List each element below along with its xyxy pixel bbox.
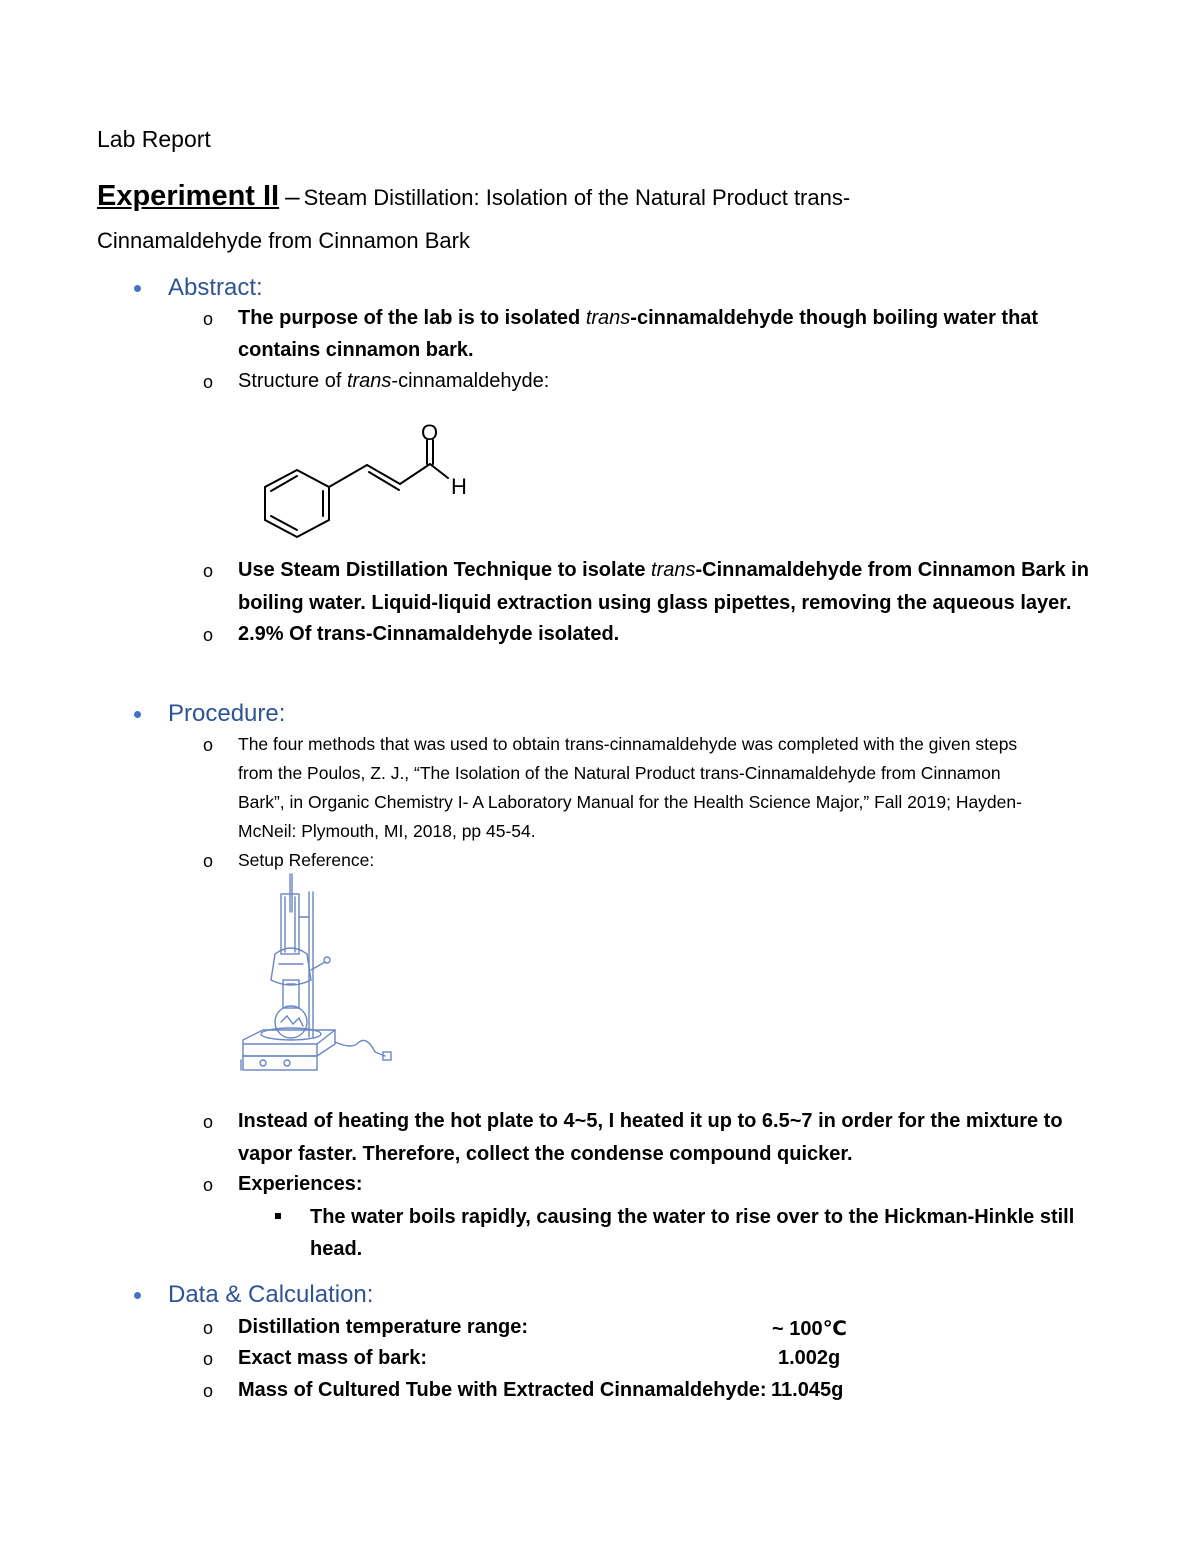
experiment-heading: Experiment II: [97, 180, 280, 212]
sub-bullet: o: [203, 1318, 214, 1338]
italic-text: trans: [585, 307, 631, 329]
sub-bullet: o: [203, 851, 214, 871]
sub-bullet: o: [203, 309, 214, 329]
sub-bullet: o: [203, 561, 214, 581]
sub-bullet: o: [203, 1349, 214, 1369]
data-row-value: 11.045g: [771, 1379, 844, 1401]
section-bullet: [134, 711, 141, 718]
sub-bullet: o: [203, 625, 214, 645]
abstract-item-purpose-cont: contains cinnamon bark.: [238, 339, 474, 361]
data-row-label: Mass of Cultured Tube with Extracted Cinnamaldehyde:: [238, 1379, 767, 1401]
experiment-subtitle: Steam Distillation: Isolation of the Natural Product trans-: [303, 185, 851, 210]
sub-bullet: o: [203, 1175, 214, 1195]
italic-text: trans: [346, 370, 392, 392]
sub-bullet: o: [203, 1381, 214, 1401]
abstract-item-structure: [238, 370, 549, 393]
italic-text: trans: [651, 559, 696, 581]
experience-item-cont: head.: [310, 1238, 363, 1260]
procedure-heating-note-cont: vapor faster. Therefore, collect the condense compound quicker.: [238, 1143, 853, 1165]
experiment-dash: –: [285, 181, 300, 211]
text-run: -cinnamaldehyde though boiling water that: [630, 307, 1039, 329]
cinnamaldehyde-structure: [255, 420, 485, 540]
oxygen-atom: O: [421, 420, 439, 445]
procedure-reference-line4: McNeil: Plymouth, MI, 2018, pp 45-54.: [238, 821, 536, 841]
text-run: The purpose of the lab is to isolated: [238, 307, 586, 329]
procedure-heating-note: Instead of heating the hot plate to 4~5, I heated it up to 6.5~7 in order for the mixture to: [238, 1110, 1063, 1132]
document-title: Lab Report: [97, 126, 211, 152]
procedure-heading: Procedure:: [168, 700, 286, 727]
sub-bullet: o: [203, 372, 214, 392]
data-row-value: 1.002g: [778, 1347, 841, 1369]
abstract-item-technique-cont: boiling water. Liquid-liquid extraction using glass pipettes, removing the aqueous layer.: [238, 592, 1072, 614]
experiment-title: [97, 180, 850, 213]
sub-bullet: o: [203, 1112, 214, 1132]
experiences-label: Experiences:: [238, 1173, 363, 1195]
abstract-item-yield: 2.9% Of trans-Cinnamaldehyde isolated.: [238, 623, 620, 645]
abstract-item-technique: [238, 559, 1089, 582]
text-run: Structure of: [238, 370, 347, 392]
procedure-reference-line2: from the Poulos, Z. J., “The Isolation of the Natural Product trans-Cinnamaldehyde from Cinnamon: [238, 763, 1001, 783]
distillation-setup-sketch: [235, 872, 395, 1077]
text-run: Use Steam Distillation Technique to isolate: [238, 559, 652, 581]
experiment-subtitle-line2: Cinnamaldehyde from Cinnamon Bark: [97, 228, 470, 253]
data-row-label: Exact mass of bark:: [238, 1347, 427, 1369]
procedure-reference-line1: The four methods that was used to obtain trans-cinnamaldehyde was completed with the given steps: [238, 734, 1018, 754]
data-calculation-heading: Data & Calculation:: [168, 1281, 374, 1308]
data-row-label: Distillation temperature range:: [238, 1316, 529, 1338]
text-run: -cinnamaldehyde:: [391, 370, 550, 392]
abstract-heading: Abstract:: [168, 274, 263, 301]
data-row-value: ~ 100℃: [772, 1318, 847, 1340]
procedure-reference-line3: Bark”, in Organic Chemistry I- A Laboratory Manual for the Health Science Major,” Fall 2019; Hayden-: [238, 792, 1022, 812]
hydrogen-atom: H: [451, 474, 467, 499]
sub-bullet: o: [203, 735, 214, 755]
setup-reference-label: Setup Reference:: [238, 850, 375, 870]
section-bullet: [134, 285, 141, 292]
square-bullet: [275, 1213, 281, 1219]
text-run: -Cinnamaldehyde from Cinnamon Bark in: [695, 559, 1089, 581]
experience-item: The water boils rapidly, causing the water to rise over to the Hickman-Hinkle still: [310, 1206, 1075, 1228]
abstract-item-purpose: [238, 307, 1038, 330]
section-bullet: [134, 1292, 141, 1299]
